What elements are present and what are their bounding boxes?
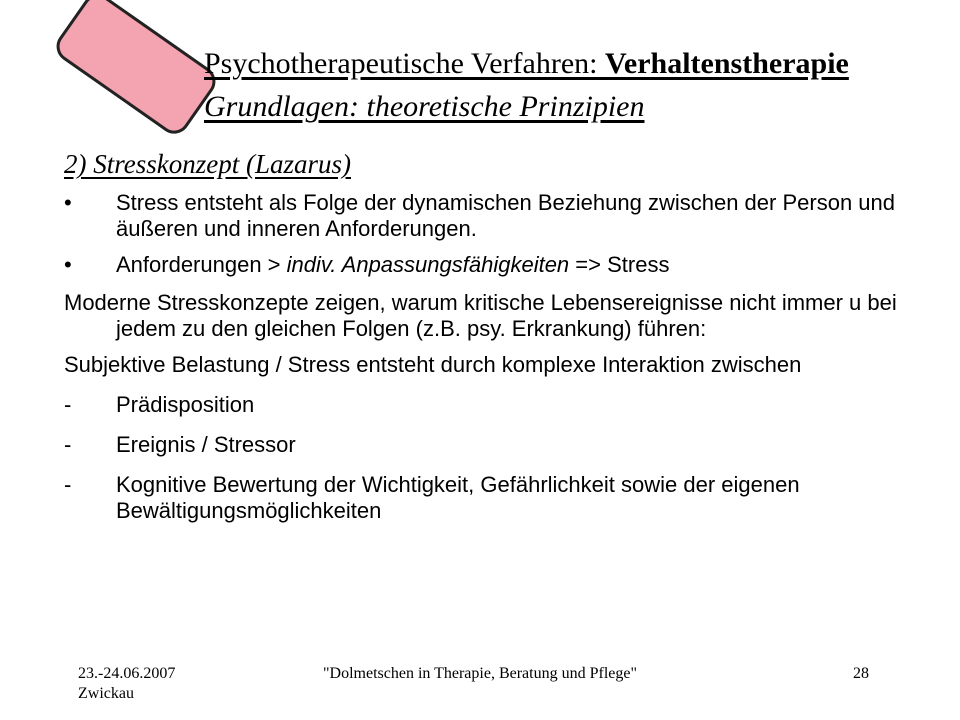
paragraph: Moderne Stresskonzepte zeigen, warum kritische Lebensereignisse nicht immer u bei jedem zu den gleichen Folgen (z.B. psy. Erkrankung) führen: [64,290,897,341]
page-number: 28 [853,665,869,682]
slide-subtitle: Grundlagen: theoretische Prinzipien [204,90,645,123]
dash-item-text: Kognitive Bewertung der Wichtigkeit, Gefährlichkeit sowie der eigenen Bewältigungsmöglichkeiten [116,472,800,523]
footer-location-line: Zwickau [78,685,134,702]
bullet-text-part: Anforderungen > [116,252,287,277]
bullet-item [64,190,924,242]
slide-body [64,190,924,524]
slide-title [204,46,849,82]
footer-date [78,664,175,704]
slide-title-bold: Verhaltenstherapie [604,47,849,80]
footer-date-line: 23.-24.06.2007 [78,665,176,682]
dash-item-text: Prädisposition [116,392,255,417]
pink-rounded-rectangle-shape [50,0,221,140]
footer-event-title: "Dolmetschen in Therapie, Beratung und Pflege" [322,665,637,682]
bullet-text-part: => Stress [569,252,670,277]
dash-item [64,432,924,458]
bullet-marker: • [64,190,72,215]
bullet-text-italic: indiv. Anpassungsfähigkeiten [286,252,570,277]
section-heading: 2) Stresskonzept (Lazarus) [64,149,351,179]
slide-title-prefix: Psychotherapeutische Verfahren: [204,47,605,80]
dash-item [64,392,924,418]
bullet-text: Stress entsteht als Folge der dynamischen Beziehung zwischen der Person und äußeren und inneren Anforderungen. [116,190,895,241]
paragraph: Subjektive Belastung / Stress entsteht durch komplexe Interaktion zwischen [64,352,802,377]
dash-marker: - [64,432,72,457]
dash-marker: - [64,472,72,497]
bullet-marker: • [64,252,72,277]
bullet-text [116,252,669,277]
bullet-item [64,252,924,278]
dash-item [64,472,924,524]
dash-marker: - [64,392,72,417]
dash-item-text: Ereignis / Stressor [116,432,296,457]
